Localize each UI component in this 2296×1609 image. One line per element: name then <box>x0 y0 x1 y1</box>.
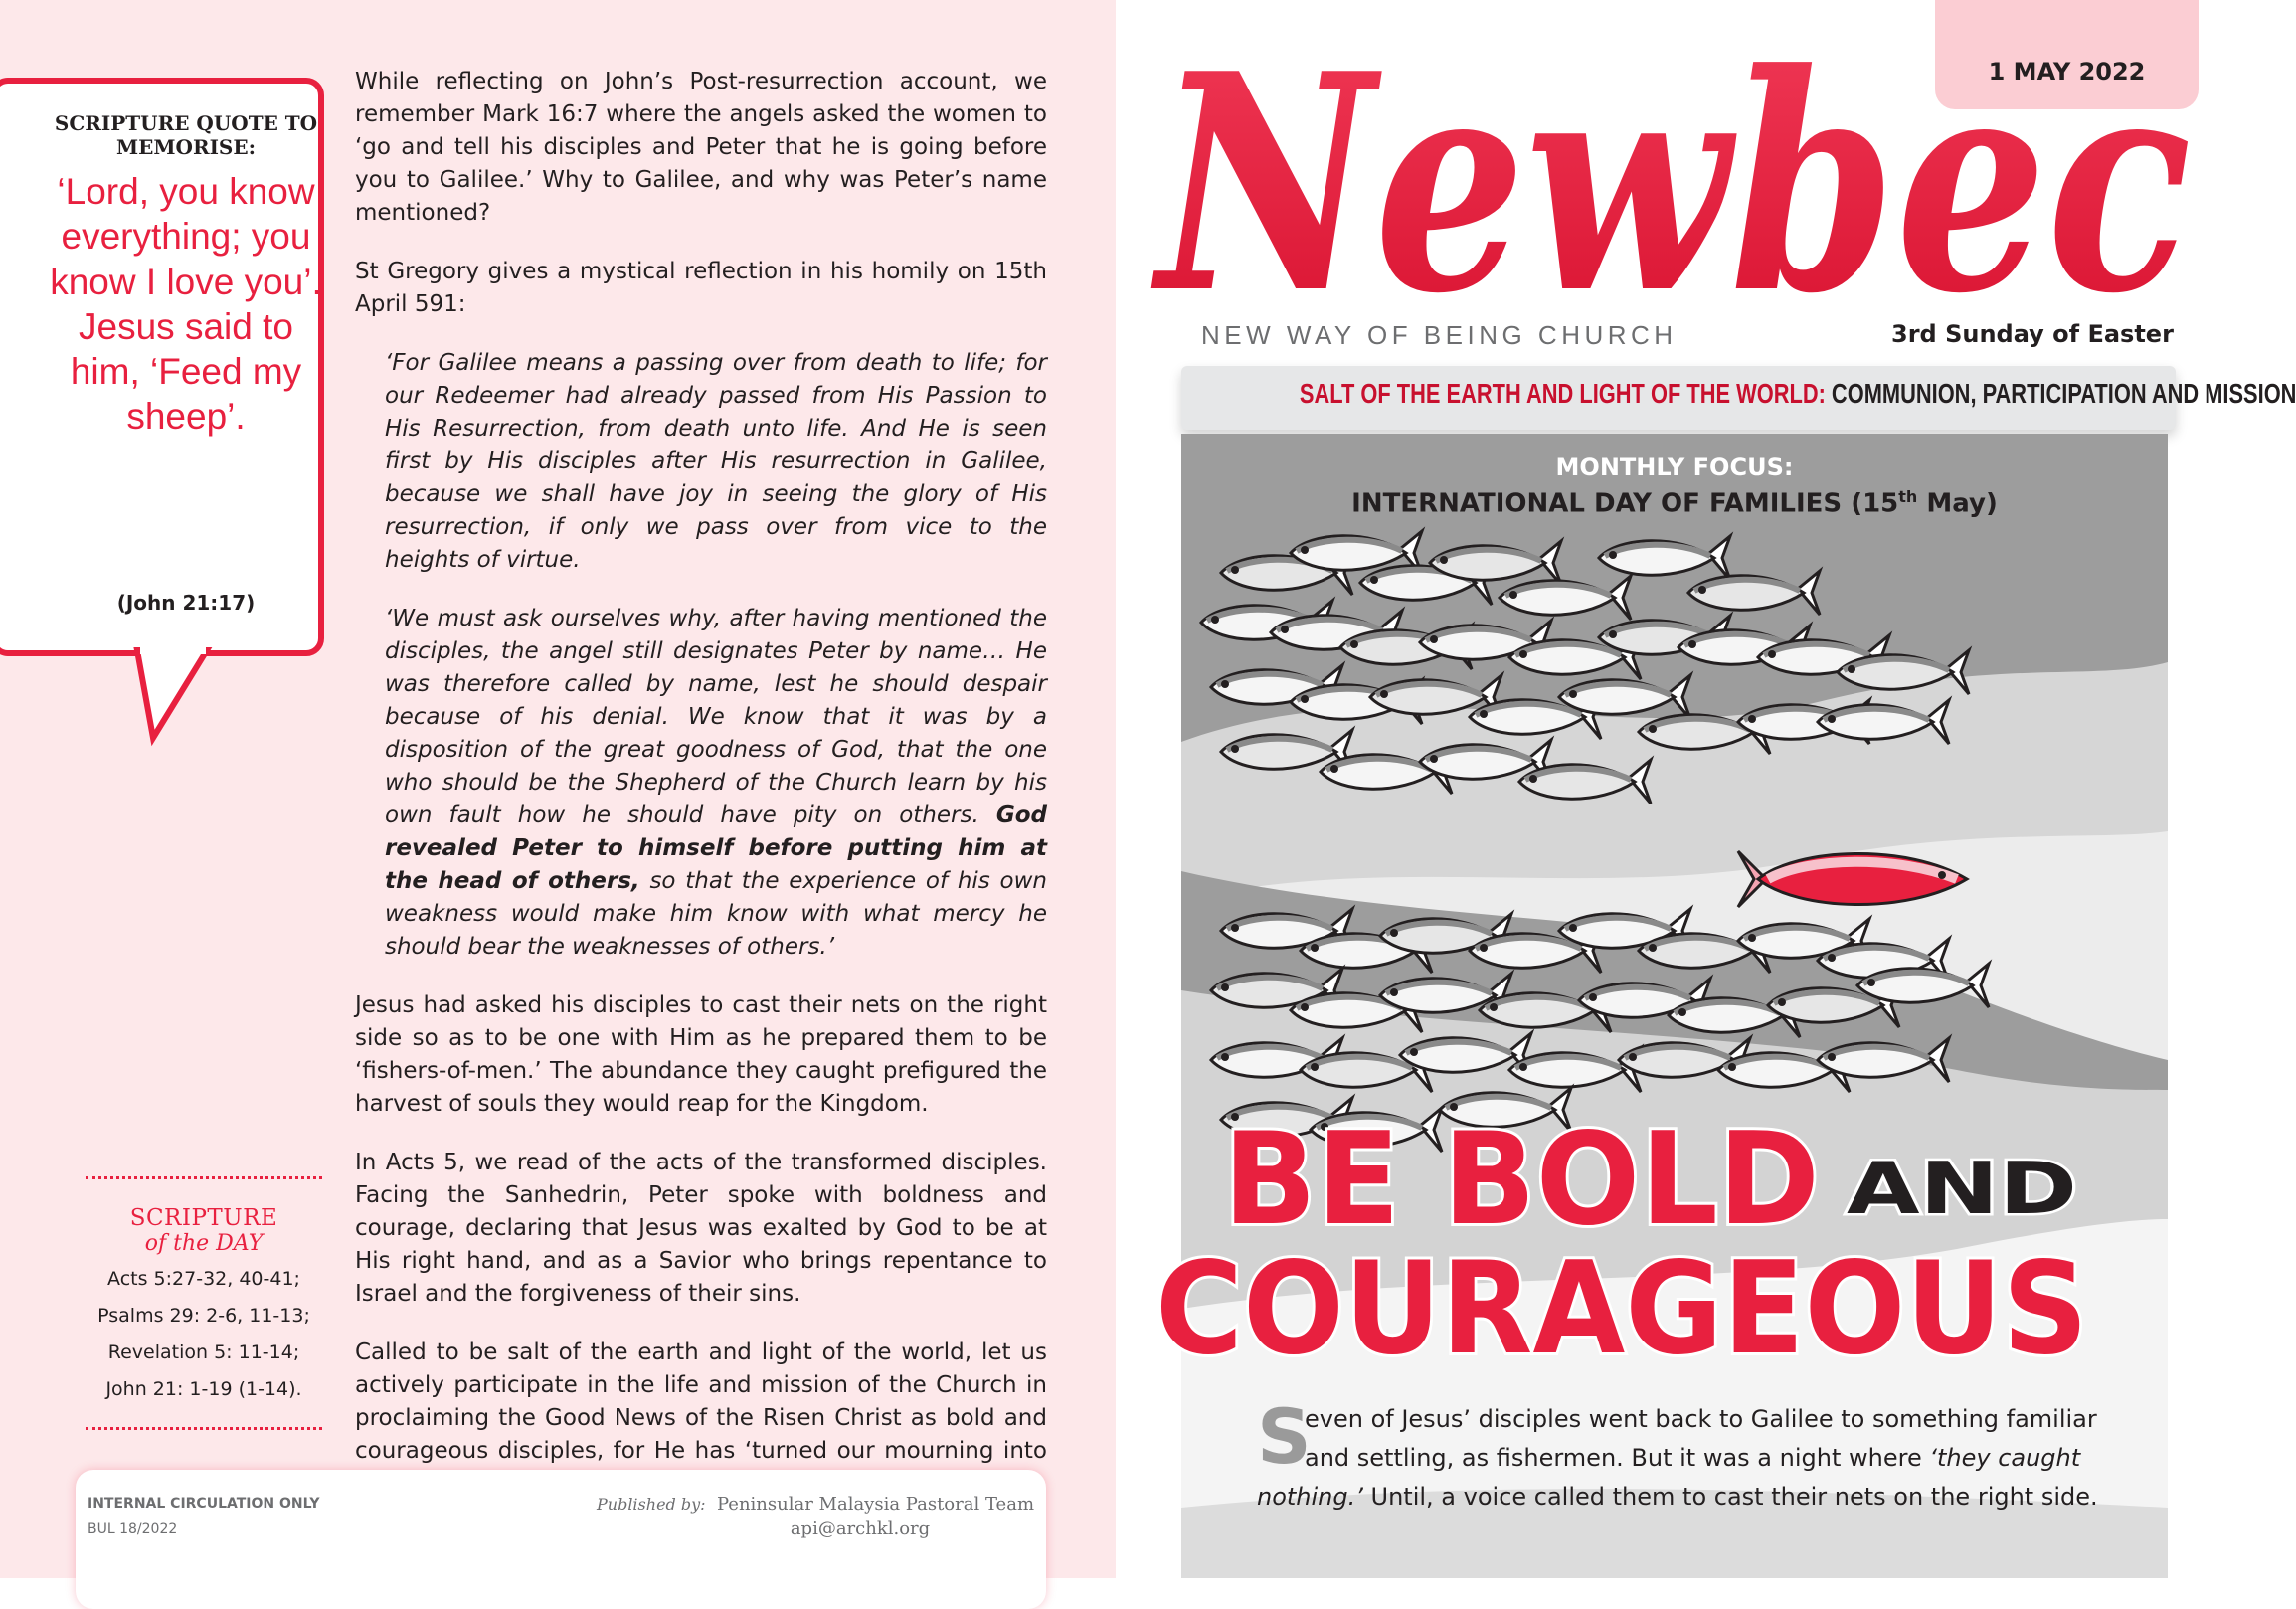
article-body <box>355 66 1047 1526</box>
theme-red-text: SALT OF THE EARTH AND LIGHT OF THE WORLD: <box>1299 378 1826 409</box>
headline-line1: BE BOLD <box>1223 1106 1820 1254</box>
divider <box>86 1427 322 1430</box>
quote-reference: (John 21:17) <box>116 591 256 615</box>
reading-item: John 21: 1-19 (1-14). <box>105 1378 302 1400</box>
quote-heading: SCRIPTURE QUOTE TO MEMORISE: <box>54 111 318 159</box>
article-text: Called to be salt of the earth and light of the world, let us actively participate in the life and mission of the Church in proclaiming the Good News of the Risen Christ as bold and courageous disciples, for He has ‘turned our mourning into <box>355 1340 1047 1464</box>
monthly-focus-text <box>1181 487 2168 519</box>
intro-italic: nothing.’ <box>1257 1483 1363 1511</box>
monthly-focus-label: MONTHLY FOCUS: <box>1555 453 1794 481</box>
readings-list <box>86 1261 322 1408</box>
quote-part: so that the experience of his own weakness would make him know with what mercy he should bear the weaknesses of others.’ <box>385 868 1048 960</box>
focus-main: INTERNATIONAL DAY OF FAMILIES (15 <box>1351 488 1899 519</box>
publisher <box>597 1494 1034 1515</box>
publisher-email[interactable]: api@archkl.org <box>790 1519 931 1539</box>
article-quote: ‘For Galilee means a passing over from death to life; for our Redeemer had already passed from His Passion to His Resurrection, from death unto life. And He is seen first by His disciples after His resurrection in Galilee, because we shall have joy in seeing the glory of His resurrection, if only we pass over from vice to the heights of virtue. <box>385 350 1047 573</box>
intro-line <box>1257 1439 2152 1478</box>
speech-bubble-tail <box>137 650 247 746</box>
liturgical-day: 3rd Sunday of Easter <box>1891 320 2174 348</box>
issue-date: 1 MAY 2022 <box>1988 58 2146 86</box>
reading-item: Psalms 29: 2-6, 11-13; <box>97 1305 310 1327</box>
article-paragraph: Jesus had asked his disciples to cast their nets on the right side so as to be one with Him as he prepared them to be ‘fishers-of-men.’ The abundance they caught prefigured the harvest of souls they would reap for the Kingdom. <box>355 992 1047 1117</box>
left-page <box>0 0 1116 1578</box>
focus-end: May) <box>1917 488 1998 519</box>
headline <box>1116 1106 2232 1383</box>
intro-paragraph <box>1257 1400 2152 1517</box>
intro-text: and settling, as fishermen. But it was a night where <box>1305 1444 1930 1472</box>
intro-italic: ‘they caught <box>1929 1444 2081 1472</box>
bulletin-number: BUL 18/2022 <box>88 1521 178 1537</box>
scripture-of-day-title: SCRIPTURE <box>129 1205 278 1231</box>
internal-circulation: INTERNAL CIRCULATION ONLY <box>88 1496 320 1512</box>
published-by-label: Published by: <box>597 1495 706 1514</box>
article-paragraph: While reflecting on John’s Post-resurrection account, we remember Mark 16:7 where the angels asked the women to ‘go and tell his disciples and Peter that he is going before you to Galilee.’ Why to Galilee, and why was Peter’s name mentioned? <box>355 69 1047 226</box>
intro-line <box>1257 1478 2152 1517</box>
theme-dark-text: COMMUNION, PARTICIPATION AND MISSION <box>1831 378 2296 409</box>
quote-text: ‘Lord, you know everything; you know I love you’. Jesus said to him, ‘Feed my sheep’. <box>50 171 322 438</box>
theme-text <box>1299 378 2296 410</box>
masthead-text: Newbec <box>1149 8 2192 359</box>
quote-part: ‘We must ask ourselves why, after having mentioned the disciples, the angel still designates Peter by name… He was therefore called by name, lest he should despair because of his denial. We know that it was by a disposition of the great goodness of God, that the one who should be the Shepherd of the Church learn by his own fault how he should have pity on others. <box>385 606 1047 828</box>
quote-emphasis: God revealed Peter to himself before putting him at the head of others, <box>385 803 1047 894</box>
intro-line: even of Jesus’ disciples went back to Galilee to something familiar <box>1305 1405 2097 1433</box>
intro-text: Until, a voice called them to cast their nets on the right side. <box>1362 1483 2098 1511</box>
focus-sup: th <box>1898 487 1918 506</box>
article-quote <box>385 603 1047 964</box>
drop-cap: S <box>1257 1392 1312 1481</box>
footer-card <box>76 1470 1046 1609</box>
divider <box>86 1176 322 1179</box>
reading-item: Revelation 5: 11-14; <box>107 1341 300 1363</box>
publisher-name: Peninsular Malaysia Pastoral Team <box>716 1494 1035 1515</box>
article-paragraph: St Gregory gives a mystical reflection in his homily on 15th April 591: <box>355 259 1047 317</box>
reading-item: Acts 5:27-32, 40-41; <box>107 1268 300 1290</box>
scripture-of-day-subtitle: of the DAY <box>144 1231 264 1256</box>
headline-and: AND <box>1847 1147 2077 1230</box>
tagline: NEW WAY OF BEING CHURCH <box>1201 320 1678 350</box>
right-page <box>1116 0 2296 1578</box>
article-paragraph: In Acts 5, we read of the acts of the transformed disciples. Facing the Sanhedrin, Peter spoke with boldness and courage, declaring that Jesus was exalted by God to be at His right hand, and as a Savior who brings repentance to Israel and the forgiveness of their sins. <box>355 1150 1047 1307</box>
headline-line2: COURAGEOUS <box>1155 1235 2088 1383</box>
